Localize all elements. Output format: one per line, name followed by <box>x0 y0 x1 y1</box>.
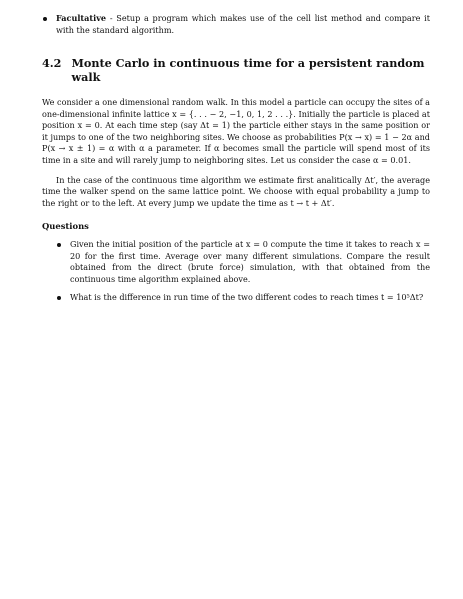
bullet-icon <box>57 243 61 247</box>
question-text: Given the initial position of the particle at x = 0 compute the time it takes to reach x = 20 for the first time. Average over many different simulations. Compare the result obtained from the direct (brute force) simulation, with that obtained from the continuous time algorithm explained above. <box>70 239 430 284</box>
bullet-icon <box>43 17 47 21</box>
questions-heading: Questions <box>42 221 89 232</box>
facultative-label: Facultative <box>56 13 107 23</box>
question-item <box>56 292 430 304</box>
section-heading <box>42 56 430 84</box>
previous-exercise-list <box>42 13 430 36</box>
question-text: What is the difference in run time of the two different codes to reach times t = 10⁵Δt? <box>70 292 424 303</box>
document-page <box>42 0 430 304</box>
paragraph-continuous-time: In the case of the continuous time algorithm we estimate first analitically Δt′, the average time the walker spend on the same lattice point. We choose with equal probability a jump to the right or to the left. At every jump we update the time as t → t + Δt′. <box>42 174 430 208</box>
bullet-icon <box>57 296 61 300</box>
questions-list <box>42 239 430 304</box>
section-number: 4.2 <box>42 56 62 70</box>
section-title: Monte Carlo in continuous time for a persistent random walk <box>71 56 425 84</box>
list-item-facultative <box>42 13 430 36</box>
paragraph-random-walk-model: We consider a one dimensional random walk. In this model a particle can occupy the sites of a one-dimensional infinite lattice x = {. . . − 2, −1, 0, 1, 2 . . .}. Initially the particle is placed at position x = 0. At each time step (say Δt = 1) the particle either stays in the same position or it jumps to one of the two neighboring sites. We choose as probabilities P(x → x) = 1 − 2α and P(x → x ± 1) = α with α a parameter. If α becomes small the particle will spend most of its time in a site and will rarely jump to neighboring sites. Let us consider the case α = 0.01. <box>42 97 430 165</box>
question-item <box>56 239 430 285</box>
facultative-text: - Setup a program which makes use of the cell list method and compare it with the standard algorithm. <box>56 13 430 35</box>
